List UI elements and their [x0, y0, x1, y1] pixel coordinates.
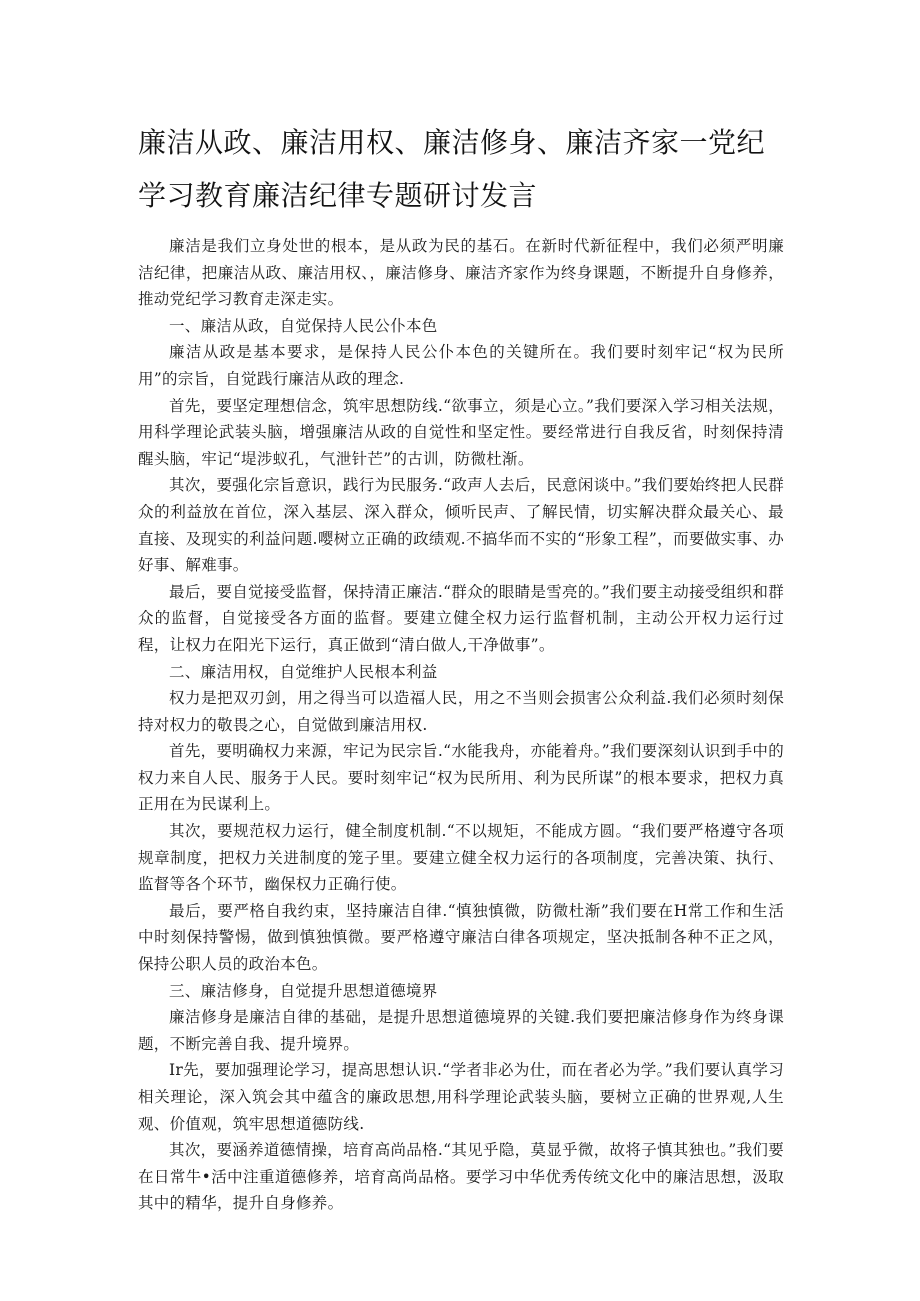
document-title-line-2: 学习教育廉洁纪律专题研讨发言	[138, 179, 538, 212]
document-body	[138, 233, 784, 1217]
intro-paragraph: 廉洁是我们立身处世的根本，是从政为民的基石。在新时代新征程中，我们必须严明廉洁纪律，把廉洁从政、廉洁用权、，廉洁修身、廉洁齐家作为终身课题，不断提升自身修养，推动党纪学习教育走深走实。	[138, 237, 784, 309]
body-paragraph: 首先，要坚定理想信念，筑牢思想防线.“欲事立，须是心立。”我们要深入学习相关法规，用科学理论武装头脑，增强廉洁从政的自觉性和坚定性。要经常进行自我反省，时刻保持清醒头脑，牢记“堤涉蚁孔，气泄针芒”的古训，防微杜渐。	[138, 396, 784, 468]
section-heading-1: 一、廉洁从政，自觉保持人民公仆本色	[169, 316, 438, 335]
body-paragraph: 首先，要明确权力来源，牢记为民宗旨.“水能我舟，亦能着舟。”我们要深刻认识到手中的权力来自人民、服务于人民。要时刻牢记“权为民所用、利为民所谋”的根本要求，把权力真正用在为民谋利上。	[138, 742, 784, 814]
section-heading-3: 三、廉洁修身，自觉提升思想道德境界	[169, 981, 438, 1000]
body-paragraph: 最后，要严格自我约束，坚持廉洁自律.“慎独慎微，防微杜渐”我们要在H常工作和生活中时刻保持警惕，做到慎独慎微。要严格遵守廉洁白律各项规定，坚决抵制各种不正之风，保持公职人员的政治本色。	[138, 901, 784, 974]
body-paragraph: 其次，要强化宗旨意识，践行为民服务.“政声人去后，民意闲谈中。”我们要始终把人民群众的利益放在首位，深入基层、深入群众，倾听民声、了解民情，切实解决群众最关心、最直接、及现实的利益问题.嘤树立正确的政绩观.不搞华而不实的“形象工程”，而要做实事、办好事、解难事。	[138, 476, 784, 575]
body-paragraph: 最后，要自觉接受监督，保持清正廉洁.“群众的眼睛是雪亮的。”我们要主动接受组织和群众的监督，自觉接受各方面的监督。要建立健全权力运行监督机制，主动公开权力运行过程，让权力在阳光下运行，真正做到“清白做人,干净做事”。	[138, 582, 784, 654]
body-paragraph: 权力是把双刃剑，用之得当可以造福人民，用之不当则会损害公众利益.我们必须时刻保持对权力的敬畏之心，自觉做到廉洁用权.	[138, 689, 784, 734]
body-paragraph: Ir先，要加强理论学习，提高思想认识.“学者非必为仕，而在者必为学。”我们要认真学习相关理论，深入筑会其中蕴含的廉政思想,用科学理论武装头脑，要树立正确的世界观,人生观、价值观，筑牢思想道德防线.	[138, 1061, 784, 1133]
section-heading-2: 二、廉洁用权，自觉维护人民根本利益	[169, 662, 438, 681]
body-paragraph: 廉洁修身是廉洁自律的基础，是提升思想道德境界的关键.我们要把廉洁修身作为终身课题，不断完善自我、提升境界。	[138, 1008, 784, 1053]
body-paragraph: 其次，要规范权力运行，健全制度机制.“不以规矩，不能成方圆。“我们要严格遵守各项规章制度，把权力关进制度的笼子里。要建立健全权力运行的各项制度，完善决策、执行、监督等各个环节，幽保权力正确行使。	[138, 822, 784, 894]
body-paragraph: 廉洁从政是基本要求，是保持人民公仆本色的关键所在。我们要时刻牢记“权为民所用”的宗旨，自觉践行廉洁从政的理念.	[138, 343, 784, 388]
document-title-line-1: 廉洁从政、廉洁用权、廉洁修身、廉洁齐家一党纪	[138, 126, 766, 159]
body-paragraph: 其次，要涵养道德情操，培育高尚品格.“其见乎隐，莫显乎微，故将子慎其独也。”我们要在日常牛•活中注重道德修养，培育高尚品格。要学习中华优秀传统文化中的廉洁思想，汲取其中的精华，提升自身修养。	[138, 1141, 784, 1213]
